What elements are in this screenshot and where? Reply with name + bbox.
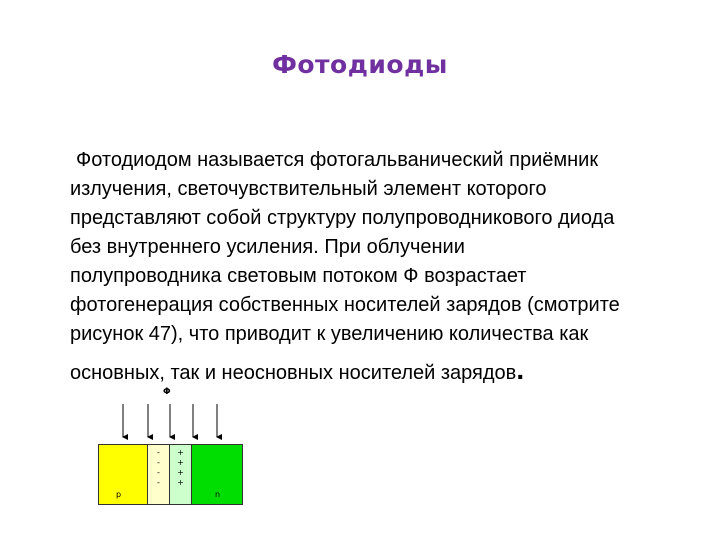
paragraph-line: фотогенерация собственных носителей зарядов (смотрите <box>70 294 620 316</box>
paragraph-line: излучения, светочувствительный элемент которого <box>70 178 547 200</box>
paragraph-line: без внутреннего усиления. При облучении <box>70 236 465 258</box>
paragraph-period: . <box>516 354 525 385</box>
negative-charge: - <box>157 458 160 467</box>
photodiode-diagram <box>98 387 244 510</box>
positive-charge: + <box>177 448 184 457</box>
paragraph-line: рисунок 47), что приводит к увеличению количества как <box>70 323 589 345</box>
negative-charge: - <box>157 478 160 487</box>
negative-charge: - <box>157 448 160 457</box>
positive-charge: + <box>177 458 184 467</box>
paragraph-line: полупроводника световым потоком Ф возрастает <box>70 265 527 287</box>
light-arrows <box>98 390 244 450</box>
slide-title: Фотодиоды <box>272 50 448 79</box>
negative-charges <box>147 448 170 488</box>
positive-charges <box>169 448 192 488</box>
negative-charge: - <box>157 468 160 477</box>
paragraph-line-last <box>70 355 690 388</box>
paragraph-last-text: основных, так и неосновных носителей зарядов <box>70 362 517 384</box>
positive-charge: + <box>177 468 184 477</box>
flux-symbol: Φ <box>163 387 171 397</box>
n-label: n <box>215 490 221 499</box>
p-region <box>98 444 148 505</box>
positive-charge: + <box>177 478 184 487</box>
body-paragraph <box>70 146 690 388</box>
paragraph-line: представляют собой структуру полупроводникового диода <box>70 207 615 229</box>
p-label: p <box>116 490 122 499</box>
paragraph-line: Фотодиодом называется фотогальванический приёмник <box>76 149 599 171</box>
